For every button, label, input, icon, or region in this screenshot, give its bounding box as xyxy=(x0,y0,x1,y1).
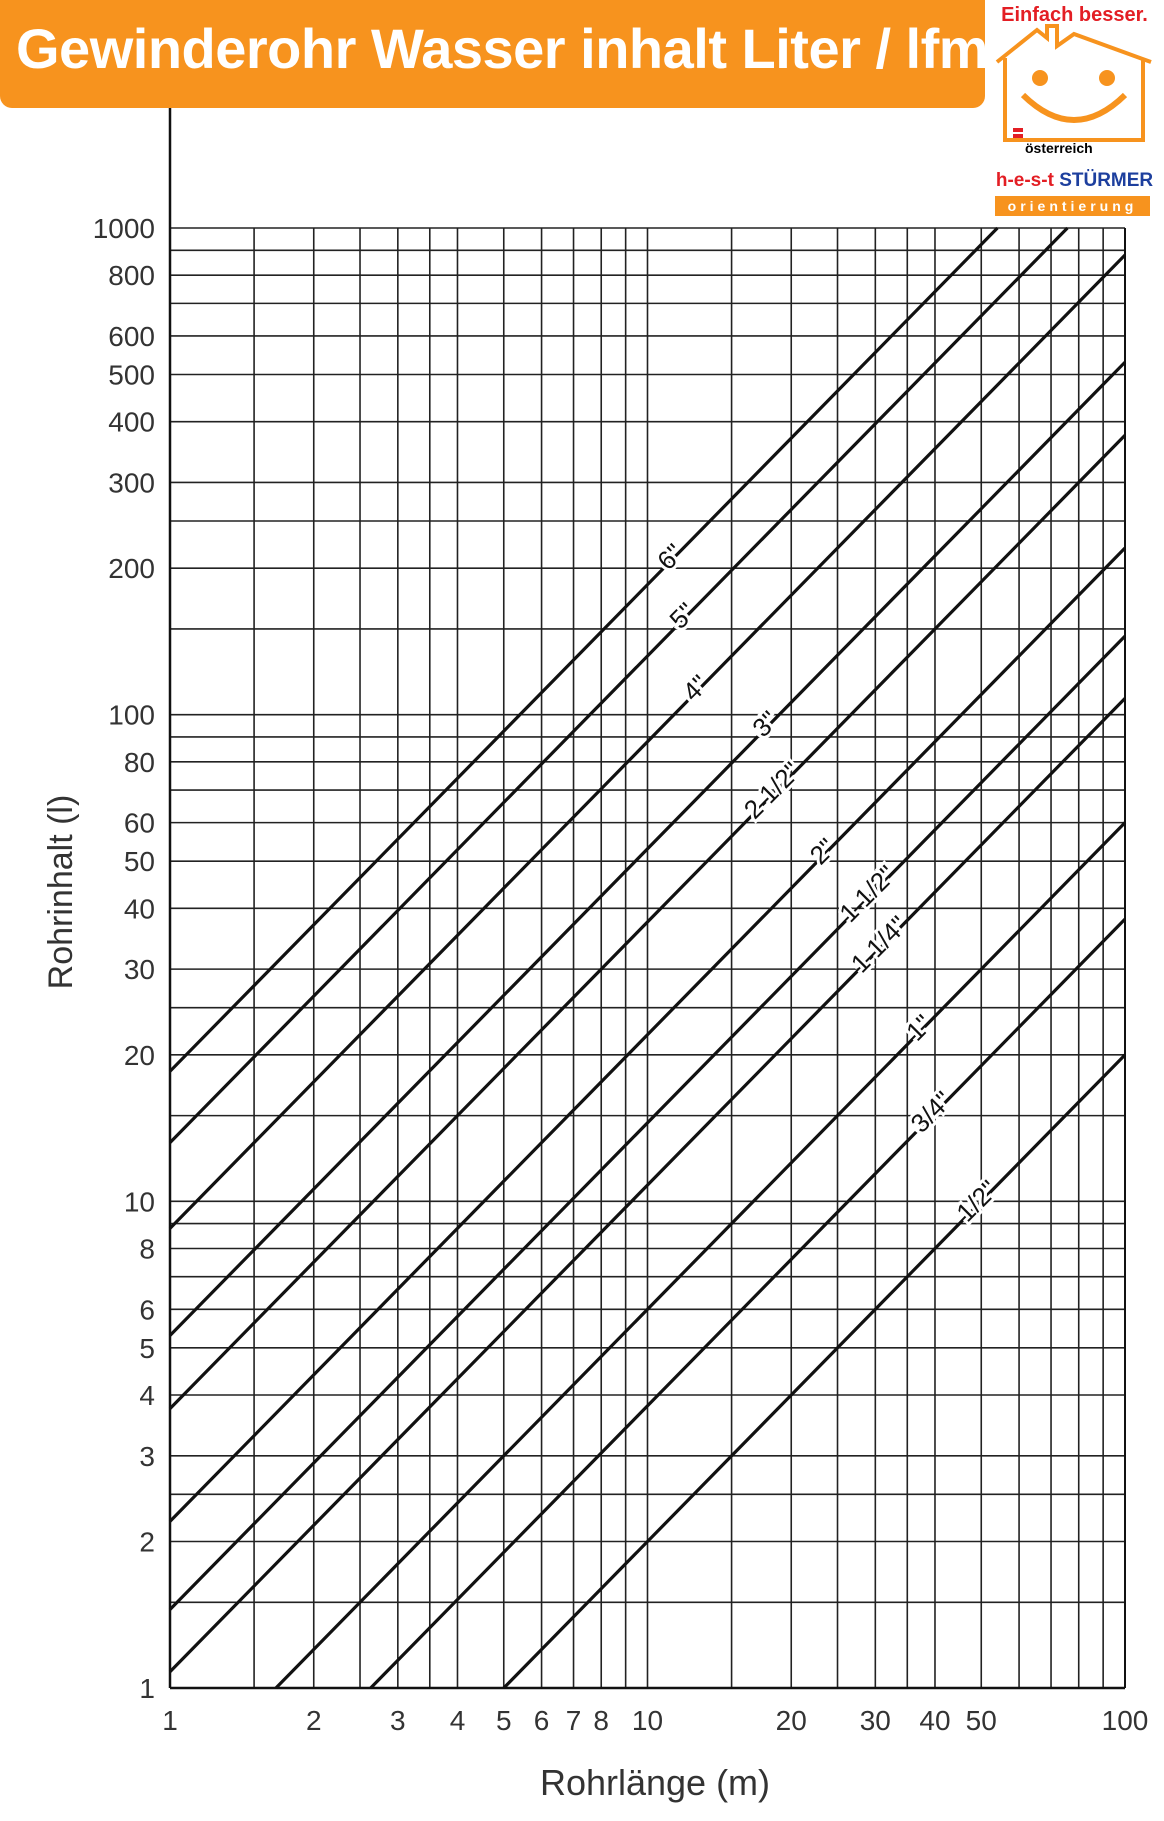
logo-slogan: Einfach besser. xyxy=(1001,4,1148,26)
y-tick-labels xyxy=(93,213,155,1704)
series-label: 3/4" xyxy=(904,1085,958,1139)
x-tick-label: 8 xyxy=(593,1705,610,1736)
y-tick-label: 200 xyxy=(108,553,155,585)
series-line xyxy=(371,919,1125,1688)
y-tick-label: 600 xyxy=(108,320,155,352)
y-tick-label: 1000 xyxy=(92,213,155,244)
logo-tagline: orientierung xyxy=(995,196,1150,216)
y-tick-label: 40 xyxy=(123,893,155,925)
x-tick-label: 7 xyxy=(565,1705,582,1736)
x-tick-label: 1 xyxy=(162,1705,178,1736)
series-label: 4" xyxy=(676,668,715,707)
chart-grid xyxy=(170,228,1125,1688)
series-label: 1" xyxy=(900,1008,939,1047)
series-line xyxy=(504,1055,1125,1688)
y-tick-label: 300 xyxy=(108,467,155,499)
x-tick-label: 3 xyxy=(390,1705,406,1736)
x-tick-label: 40 xyxy=(919,1705,951,1736)
y-tick-label: 2 xyxy=(139,1526,155,1558)
y-tick-label: 400 xyxy=(108,406,155,438)
x-tick-label: 6 xyxy=(533,1705,550,1736)
series-label: 2" xyxy=(803,832,842,871)
y-tick-label: 4 xyxy=(139,1379,155,1411)
y-tick-label: 50 xyxy=(123,846,155,878)
y-tick-label: 60 xyxy=(123,807,155,839)
series-label: 3" xyxy=(746,704,785,743)
y-tick-label: 5 xyxy=(139,1332,155,1364)
series-label: 1 1/2" xyxy=(833,859,902,928)
series-line xyxy=(170,228,1067,1143)
series-line xyxy=(276,823,1125,1688)
y-tick-label: 6 xyxy=(139,1294,155,1326)
x-tick-label: 30 xyxy=(859,1705,891,1736)
y-tick-label: 80 xyxy=(123,746,155,778)
x-axis-label: Rohrlänge (m) xyxy=(539,1762,771,1803)
x-tick-label: 20 xyxy=(775,1705,807,1736)
page-title: Gewinderohr Wasser inhalt Liter / lfm xyxy=(16,17,989,80)
y-tick-label: 30 xyxy=(123,954,155,986)
series-label: 1/2" xyxy=(950,1174,1004,1228)
logo-country: österreich xyxy=(1025,140,1093,156)
y-tick-label: 1 xyxy=(139,1673,155,1704)
x-tick-label: 5 xyxy=(495,1705,512,1736)
x-tick-label: 100 xyxy=(1101,1705,1149,1736)
logo-brand-part2: STÜRMER xyxy=(1059,170,1154,191)
x-tick-label: 4 xyxy=(449,1705,466,1736)
x-tick-label: 10 xyxy=(631,1705,664,1736)
y-axis-label: Rohrinhalt (l) xyxy=(42,794,80,990)
y-tick-label: 3 xyxy=(139,1440,155,1472)
y-tick-label: 800 xyxy=(108,260,155,292)
y-tick-label: 8 xyxy=(139,1233,155,1265)
y-tick-label: 20 xyxy=(123,1039,155,1071)
series-label: 6" xyxy=(651,537,690,576)
logo-brand-part1: h-e-s-t xyxy=(995,170,1054,191)
x-tick-labels xyxy=(162,1705,1148,1736)
y-tick-label: 10 xyxy=(123,1186,155,1218)
series-label: 5" xyxy=(663,596,702,635)
y-tick-label: 100 xyxy=(108,699,155,731)
series-label: 2 1/2" xyxy=(737,755,807,825)
series-label: 1 1/4" xyxy=(844,909,914,979)
x-tick-label: 2 xyxy=(305,1705,322,1736)
x-tick-label: 50 xyxy=(965,1705,997,1736)
y-tick-label: 500 xyxy=(108,359,155,391)
